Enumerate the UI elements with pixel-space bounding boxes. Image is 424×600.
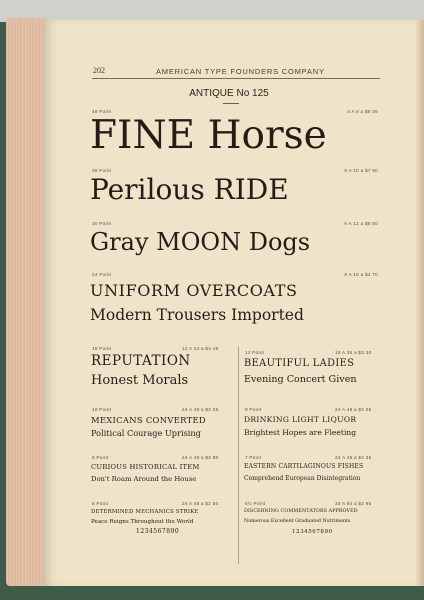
size-label: 48 Point [92,109,112,114]
font-count: 24 A 48 a $3 05 [335,407,372,412]
specimen-line: Peace Reigns Throughout the World [91,519,194,525]
specimen-line: REPUTATION [91,353,191,369]
font-count: 8 A 16 a $4 70 [344,272,378,277]
specimen-line: Gray MOON Dogs [90,228,311,256]
font-count: 33 A 64 a $2 95 [335,501,372,506]
specimen-line: MEXICANS CONVERTED [91,415,206,425]
font-count: 5 A 10 a $7 90 [344,168,378,173]
size-label: 10 Point [92,407,112,412]
size-label: 9 Point [245,407,262,412]
column-divider [238,346,239,564]
page-edges [6,18,46,586]
font-count: 24 A 48 a $2 80 [182,455,219,460]
size-label: 30 Point [92,221,112,226]
size-label: 36 Point [92,168,112,173]
specimen-line: FINE Horse [90,113,327,158]
page-edge-right [416,20,424,586]
title-ornament [223,103,239,104]
specimen-line: Evening Concert Given [244,374,357,385]
size-label: 12 Point [245,350,265,355]
specimen-line: DISCERNING COMMENTATORS APPROVED [244,509,358,514]
size-label: 8 Point [92,455,109,460]
font-count: 24 A 48 a $3 05 [182,407,219,412]
specimen-figures: 1234567890 [136,528,180,535]
specimen-line: Political Courage Uprising [91,428,201,438]
font-count: 24 A 48 a $2 35 [335,455,372,460]
specimen-line: DRINKING LIGHT LIQUOR [244,415,357,424]
size-label: 5½ Point [245,501,266,506]
specimen-line: Perilous RIDE [90,173,289,206]
specimen-line: BEAUTIFUL LADIES [244,358,355,369]
font-count: 6 A 12 a $5 80 [344,221,378,226]
specimen-line: UNIFORM OVERCOATS [90,281,298,300]
font-count: 12 A 24 a $4 45 [182,346,219,351]
specimen-figures: 1234567890 [292,529,333,535]
specimen-title: ANTIQUE No 125 [189,88,269,99]
font-count: 4 A 8 a $9 35 [347,109,378,114]
page-number: 202 [93,66,105,75]
specimen-line: Modern Trousers Imported [90,306,304,324]
specimen-line: Numerous Excellent Graduated Nutriments [244,519,351,524]
size-label: 24 Point [92,272,112,277]
specimen-line: Don't Roam Around the House [91,475,197,483]
specimen-line: Brightest Hopes are Fleeting [244,428,357,437]
running-title: AMERICAN TYPE FOUNDERS COMPANY [156,67,325,76]
book-page [42,20,416,586]
specimen-line: CURIOUS HISTORICAL ITEM [91,463,200,471]
size-label: 7 Point [245,455,262,460]
specimen-line: EASTERN CARTILAGINOUS FISHES [244,463,364,470]
specimen-line: Comprehend European Disintegration [244,475,361,482]
font-count: 18 A 36 a $3 30 [335,350,372,355]
background [0,0,424,22]
specimen-line: Honest Morals [91,373,189,388]
specimen-line: DETERMINED MECHANICS STRIKE [91,509,199,515]
font-count: 24 A 48 a $2 50 [182,501,219,506]
size-label: 6 Point [92,501,109,506]
header-rule [92,78,380,79]
size-label: 18 Point [92,346,112,351]
